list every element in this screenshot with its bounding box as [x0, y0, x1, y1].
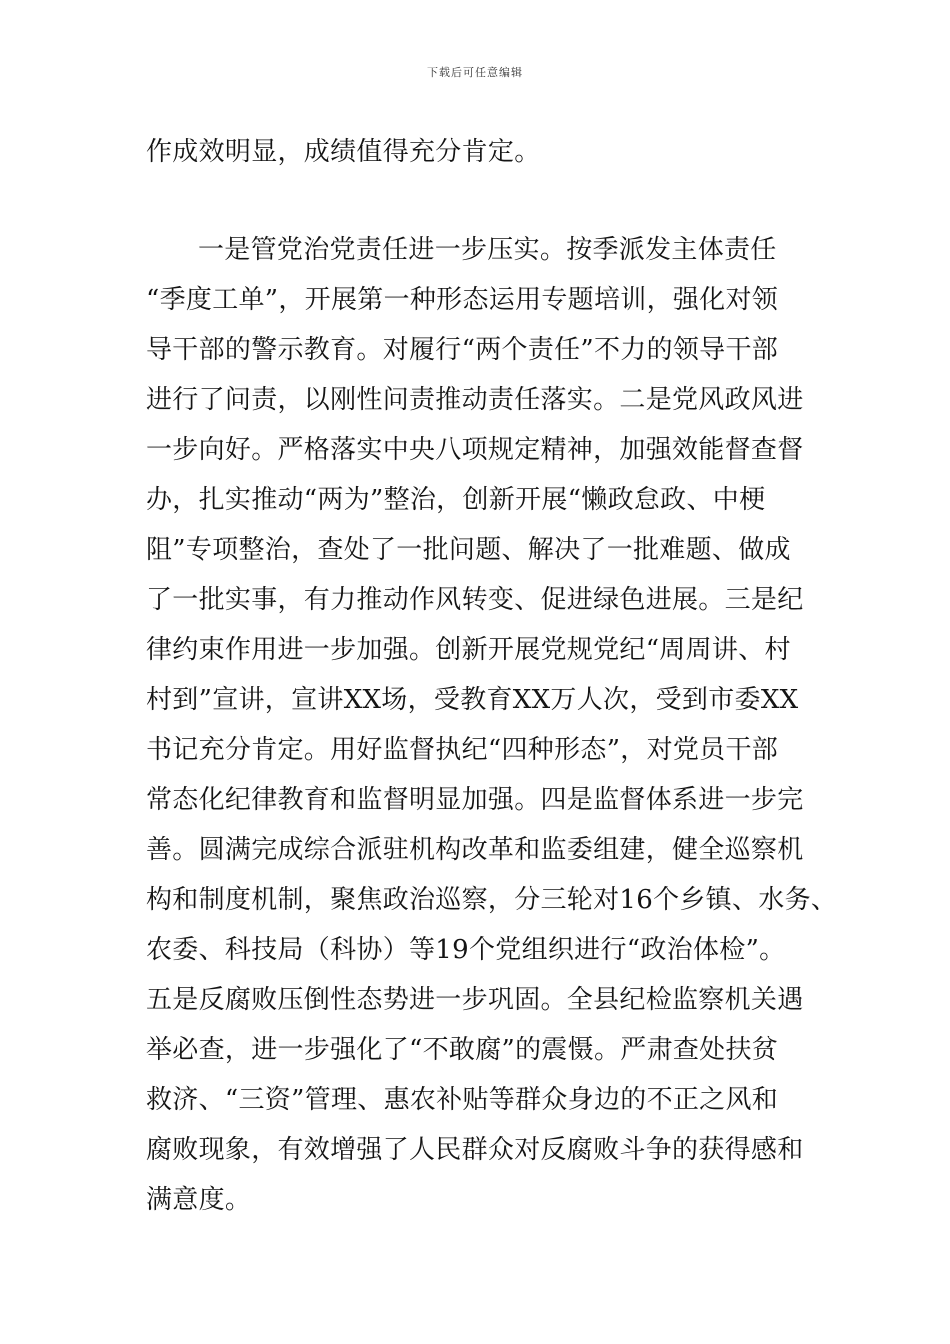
paragraph-line: 救济、“三资”管理、惠农补贴等群众身边的不正之风和 — [146, 1085, 779, 1115]
paragraph-line: 善。圆满完成综合派驻机构改革和监委组建，健全巡察机 — [146, 835, 804, 865]
paragraph-line: “季度工单”，开展第一种形态运用专题培训，强化对领 — [146, 285, 779, 315]
paragraph-line: 了一批实事，有力推动作风转变、促进绿色进展。三是纪 — [146, 585, 804, 615]
page-header-note: 下载后可任意编辑 — [427, 66, 523, 79]
paragraph-line: 阻”专项整治，查处了一批问题、解决了一批难题、做成 — [146, 535, 791, 565]
paragraph-line: 常态化纪律教育和监督明显加强。四是监督体系进一步完 — [146, 785, 804, 815]
paragraph-line: 书记充分肯定。用好监督执纪“四种形态”，对党员干部 — [146, 735, 779, 765]
paragraph-line: 腐败现象，有效增强了人民群众对反腐败斗争的获得感和 — [146, 1135, 804, 1165]
paragraph-line: 一是管党治党责任进一步压实。按季派发主体责任 — [198, 235, 777, 265]
intro-line: 作成效明显，成绩值得充分肯定。 — [146, 137, 541, 167]
paragraph-line: 办，扎实推动“两为”整治，创新开展“懒政怠政、中梗 — [146, 485, 766, 515]
paragraph-line: 村到”宣讲，宣讲XX场，受教育XX万人次，受到市委XX — [146, 685, 799, 715]
paragraph-line: 导干部的警示教育。对履行“两个责任”不力的领导干部 — [146, 335, 779, 365]
paragraph-line: 举必查，进一步强化了“不敢腐”的震慑。严肃查处扶贫 — [146, 1035, 779, 1065]
paragraph-line: 一步向好。严格落实中央八项规定精神，加强效能督查督 — [146, 435, 804, 465]
paragraph-line: 满意度。 — [146, 1185, 252, 1215]
paragraph-line: 五是反腐败压倒性态势进一步巩固。全县纪检监察机关遇 — [146, 985, 804, 1015]
paragraph-line: 农委、科技局（科协）等19个党组织进行“政治体检”。 — [146, 935, 786, 965]
paragraph-line: 进行了问责，以刚性问责推动责任落实。二是党风政风进 — [146, 385, 804, 415]
paragraph-line: 构和制度机制，聚焦政治巡察，分三轮对16个乡镇、水务、 — [146, 885, 838, 915]
paragraph-line: 律约束作用进一步加强。创新开展党规党纪“周周讲、村 — [146, 635, 791, 665]
